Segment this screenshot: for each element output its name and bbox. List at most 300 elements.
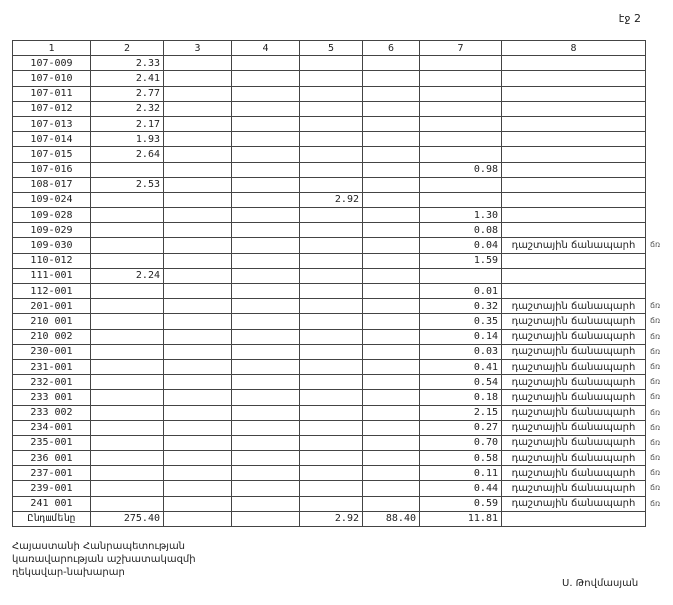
area-cell	[232, 253, 300, 268]
area-cell	[363, 435, 420, 450]
table-row	[13, 435, 646, 450]
table-row	[13, 329, 646, 344]
area-cell	[164, 238, 232, 253]
area-cell	[363, 344, 420, 359]
area-cell	[300, 405, 363, 420]
area-cell	[164, 375, 232, 390]
totals-label: Ընդամենը	[13, 511, 91, 526]
area-cell	[232, 496, 300, 511]
table-row	[13, 147, 646, 162]
cell-value: 0.03	[473, 346, 498, 358]
area-cell	[420, 420, 502, 435]
area-cell	[363, 86, 420, 101]
area-cell	[91, 435, 164, 450]
area-cell	[300, 496, 363, 511]
parcel-code-cell	[13, 329, 91, 344]
area-cell	[232, 390, 300, 405]
area-cell	[363, 147, 420, 162]
area-cell	[420, 86, 502, 101]
note-suffix: ճռ	[650, 498, 661, 508]
cell-value: 201-001	[30, 300, 73, 312]
area-cell	[91, 390, 164, 405]
note-text: դաշտային ճանապարհ	[511, 452, 636, 464]
area-cell	[420, 253, 502, 268]
area-cell	[300, 359, 363, 374]
note-text: դաշտային ճանապարհ	[511, 361, 636, 373]
area-cell	[232, 223, 300, 238]
area-cell	[164, 435, 232, 450]
area-cell	[232, 132, 300, 147]
area-cell	[420, 71, 502, 86]
area-cell	[232, 192, 300, 207]
cell-value: 0.01	[473, 285, 498, 297]
area-cell	[300, 177, 363, 192]
area-cell	[420, 177, 502, 192]
area-cell	[420, 192, 502, 207]
parcel-code-cell	[13, 435, 91, 450]
note-cell	[502, 56, 646, 71]
area-cell	[232, 101, 300, 116]
area-cell	[164, 466, 232, 481]
area-cell	[232, 177, 300, 192]
column-header: 2	[91, 41, 164, 56]
cell-value: 107-011	[30, 88, 73, 100]
area-cell	[363, 101, 420, 116]
area-cell	[232, 162, 300, 177]
area-cell	[420, 132, 502, 147]
area-cell	[363, 359, 420, 374]
area-cell	[91, 56, 164, 71]
area-cell	[164, 56, 232, 71]
note-suffix: ճռ	[650, 346, 661, 356]
area-cell	[363, 375, 420, 390]
parcel-code-cell	[13, 451, 91, 466]
area-cell	[420, 329, 502, 344]
note-cell	[502, 314, 661, 329]
area-cell	[91, 405, 164, 420]
area-cell	[420, 147, 502, 162]
area-cell	[363, 405, 420, 420]
area-cell	[232, 299, 300, 314]
area-cell	[300, 116, 363, 131]
area-cell	[232, 405, 300, 420]
table-row	[13, 375, 646, 390]
cell-value: 2.33	[135, 57, 160, 69]
area-cell	[420, 390, 502, 405]
area-cell	[300, 299, 363, 314]
area-cell	[420, 299, 502, 314]
cell-value: 236 001	[30, 452, 73, 464]
parcel-code-cell	[13, 405, 91, 420]
cell-value: 2.24	[135, 270, 160, 282]
area-cell	[300, 344, 363, 359]
area-cell	[232, 435, 300, 450]
note-cell	[502, 223, 646, 238]
area-cell	[420, 496, 502, 511]
area-cell	[363, 451, 420, 466]
area-cell	[91, 238, 164, 253]
area-cell	[164, 420, 232, 435]
note-cell	[502, 268, 646, 283]
area-cell	[300, 466, 363, 481]
cell-value: 230-001	[30, 346, 73, 358]
parcel-code-cell	[13, 344, 91, 359]
header-row	[13, 41, 646, 56]
area-cell	[232, 451, 300, 466]
note-text: դաշտային ճանապարհ	[511, 407, 636, 419]
cell-value: 107-016	[30, 164, 73, 176]
area-cell	[91, 132, 164, 147]
area-cell	[91, 116, 164, 131]
area-cell	[164, 268, 232, 283]
area-cell	[164, 177, 232, 192]
area-cell	[420, 344, 502, 359]
area-cell	[91, 253, 164, 268]
area-cell	[363, 466, 420, 481]
area-cell	[164, 71, 232, 86]
parcel-code-cell	[13, 284, 91, 299]
area-cell	[363, 496, 420, 511]
table-row	[13, 390, 646, 405]
totals-cell	[502, 511, 646, 526]
totals-cell: 88.40	[363, 511, 420, 526]
area-cell	[300, 71, 363, 86]
parcel-code-cell	[13, 238, 91, 253]
note-cell	[502, 101, 646, 116]
table-row	[13, 101, 646, 116]
note-suffix: ճռ	[650, 407, 661, 417]
area-cell	[300, 208, 363, 223]
parcel-code-cell	[13, 420, 91, 435]
table-row	[13, 268, 646, 283]
note-cell	[502, 253, 646, 268]
parcel-code-cell	[13, 466, 91, 481]
note-cell	[502, 435, 661, 450]
area-cell	[420, 284, 502, 299]
area-cell	[420, 223, 502, 238]
note-cell	[502, 177, 646, 192]
area-cell	[363, 192, 420, 207]
note-suffix: ճռ	[650, 301, 661, 311]
area-cell	[300, 314, 363, 329]
area-cell	[363, 253, 420, 268]
area-cell	[164, 344, 232, 359]
page-number: էջ 2	[618, 12, 641, 25]
note-text: դաշտային ճանապարհ	[511, 315, 636, 327]
cell-value: 2.41	[135, 72, 160, 84]
area-cell	[300, 390, 363, 405]
note-cell	[502, 390, 661, 405]
cell-value: 241 001	[30, 498, 73, 510]
signatory-title-line: կառավարության աշխատակազմի	[12, 554, 196, 565]
area-cell	[420, 435, 502, 450]
table-row	[13, 208, 646, 223]
note-cell	[502, 192, 646, 207]
column-header: 3	[164, 41, 232, 56]
note-cell	[502, 481, 661, 496]
cell-value: 0.41	[473, 361, 498, 373]
area-cell	[420, 375, 502, 390]
totals-cell	[164, 511, 232, 526]
area-cell	[300, 101, 363, 116]
cell-value: 232-001	[30, 376, 73, 388]
area-cell	[164, 299, 232, 314]
area-cell	[91, 420, 164, 435]
note-text: դաշտային ճանապարհ	[511, 300, 636, 312]
table-row	[13, 223, 646, 238]
area-cell	[164, 390, 232, 405]
area-cell	[363, 329, 420, 344]
area-cell	[300, 375, 363, 390]
cell-value: 0.70	[473, 437, 498, 449]
cell-value: 109-024	[30, 194, 73, 206]
area-cell	[164, 481, 232, 496]
area-cell	[164, 359, 232, 374]
area-cell	[300, 253, 363, 268]
cell-value: 0.58	[473, 452, 498, 464]
area-cell	[420, 359, 502, 374]
area-cell	[91, 359, 164, 374]
note-text: դաշտային ճանապարհ	[511, 467, 636, 479]
table-row	[13, 466, 646, 481]
area-cell	[420, 466, 502, 481]
cell-value: 0.54	[473, 376, 498, 388]
area-cell	[300, 329, 363, 344]
area-cell	[232, 359, 300, 374]
table-row	[13, 299, 646, 314]
cell-value: 0.27	[473, 422, 498, 434]
table-row	[13, 192, 646, 207]
table-row	[13, 359, 646, 374]
parcel-code-cell	[13, 132, 91, 147]
cell-value: 109-028	[30, 209, 73, 221]
note-text: դաշտային ճանապարհ	[511, 483, 636, 495]
area-cell	[420, 162, 502, 177]
note-cell	[502, 405, 661, 420]
cell-value: 1.30	[473, 209, 498, 221]
area-cell	[420, 238, 502, 253]
area-cell	[232, 238, 300, 253]
cell-value: 112-001	[30, 285, 73, 297]
parcel-code-cell	[13, 208, 91, 223]
area-cell	[300, 435, 363, 450]
parcel-code-cell	[13, 177, 91, 192]
signatory-title-line: Հայաստանի Հանրապետության	[12, 541, 186, 552]
cell-value: 109-030	[30, 240, 73, 252]
area-cell	[232, 147, 300, 162]
area-cell	[164, 284, 232, 299]
note-suffix: ճռ	[650, 437, 661, 447]
cell-value: 111-001	[30, 270, 73, 282]
note-cell	[502, 71, 646, 86]
note-cell	[502, 147, 646, 162]
cell-value: 0.35	[473, 315, 498, 327]
signatory-title	[12, 540, 196, 579]
area-cell	[164, 314, 232, 329]
cell-value: 0.98	[473, 164, 498, 176]
area-cell	[91, 192, 164, 207]
note-cell	[502, 466, 661, 481]
cell-value: 234-001	[30, 422, 73, 434]
area-cell	[164, 253, 232, 268]
column-header: 8	[502, 41, 646, 56]
area-cell	[232, 329, 300, 344]
area-cell	[363, 56, 420, 71]
area-cell	[300, 132, 363, 147]
note-suffix: ճռ	[650, 483, 661, 493]
cell-value: 107-015	[30, 148, 73, 160]
note-cell	[502, 284, 646, 299]
table-row	[13, 405, 646, 420]
cell-value: 107-009	[30, 57, 73, 69]
note-suffix: ճռ	[650, 240, 661, 250]
cell-value: 107-013	[30, 118, 73, 130]
parcel-code-cell	[13, 268, 91, 283]
column-header: 6	[363, 41, 420, 56]
area-cell	[91, 466, 164, 481]
note-suffix: ճռ	[650, 392, 661, 402]
area-cell	[91, 71, 164, 86]
parcel-code-cell	[13, 481, 91, 496]
area-cell	[232, 481, 300, 496]
area-cell	[91, 344, 164, 359]
cell-value: 108-017	[30, 179, 73, 191]
totals-cell: 11.81	[420, 511, 502, 526]
area-cell	[91, 314, 164, 329]
area-cell	[363, 177, 420, 192]
area-cell	[91, 223, 164, 238]
table-row	[13, 284, 646, 299]
area-cell	[363, 314, 420, 329]
area-cell	[420, 481, 502, 496]
cell-value: 107-010	[30, 72, 73, 84]
parcel-code-cell	[13, 223, 91, 238]
area-cell	[164, 116, 232, 131]
cell-value: 210 002	[30, 331, 73, 343]
area-cell	[164, 147, 232, 162]
table-row	[13, 481, 646, 496]
parcel-code-cell	[13, 86, 91, 101]
area-cell	[91, 451, 164, 466]
table-row	[13, 451, 646, 466]
area-cell	[91, 268, 164, 283]
area-cell	[363, 132, 420, 147]
cell-value: 237-001	[30, 467, 73, 479]
parcel-code-cell	[13, 162, 91, 177]
table-row	[13, 496, 646, 511]
table-row	[13, 177, 646, 192]
area-cell	[164, 132, 232, 147]
cell-value: 2.32	[135, 103, 160, 115]
cell-value: 2.53	[135, 179, 160, 191]
area-cell	[363, 268, 420, 283]
cell-value: 2.92	[334, 194, 359, 206]
cell-value: 0.32	[473, 300, 498, 312]
note-text: դաշտային ճանապարհ	[511, 498, 636, 510]
cell-value: 110-012	[30, 255, 73, 267]
area-cell	[232, 344, 300, 359]
note-cell	[502, 162, 646, 177]
table-row	[13, 238, 646, 253]
table-row	[13, 162, 646, 177]
area-cell	[300, 162, 363, 177]
cell-value: 2.77	[135, 88, 160, 100]
area-cell	[363, 420, 420, 435]
note-suffix: ճռ	[650, 361, 661, 371]
cell-value: 0.59	[473, 498, 498, 510]
area-cell	[363, 481, 420, 496]
area-cell	[300, 268, 363, 283]
area-cell	[91, 162, 164, 177]
note-text: դաշտային ճանապարհ	[511, 391, 636, 403]
note-cell	[502, 329, 661, 344]
signatory-name: Ս. Թովմասյան	[562, 578, 639, 589]
area-cell	[363, 116, 420, 131]
note-cell	[502, 86, 646, 101]
area-cell	[300, 86, 363, 101]
cell-value: 239-001	[30, 483, 73, 495]
note-text: դաշտային ճանապարհ	[511, 240, 636, 252]
cell-value: 1.59	[473, 255, 498, 267]
area-cell	[91, 299, 164, 314]
area-cell	[232, 375, 300, 390]
parcel-code-cell	[13, 253, 91, 268]
area-cell	[164, 86, 232, 101]
parcel-code-cell	[13, 390, 91, 405]
cell-value: 0.18	[473, 391, 498, 403]
signatory-title-line: ղեկավար-նախարար	[12, 567, 125, 578]
area-cell	[91, 284, 164, 299]
area-cell	[363, 223, 420, 238]
area-cell	[363, 284, 420, 299]
note-text: դաշտային ճանապարհ	[511, 376, 636, 388]
area-cell	[232, 466, 300, 481]
area-cell	[232, 208, 300, 223]
area-cell	[91, 496, 164, 511]
area-cell	[420, 116, 502, 131]
cell-value: 210 001	[30, 315, 73, 327]
note-cell	[502, 208, 646, 223]
area-cell	[164, 405, 232, 420]
parcel-code-cell	[13, 71, 91, 86]
area-cell	[420, 101, 502, 116]
area-cell	[232, 284, 300, 299]
parcel-code-cell	[13, 375, 91, 390]
table-row	[13, 116, 646, 131]
cell-value: 0.04	[473, 240, 498, 252]
area-cell	[91, 375, 164, 390]
table-row	[13, 344, 646, 359]
cell-value: 0.08	[473, 224, 498, 236]
note-cell	[502, 344, 661, 359]
area-cell	[232, 116, 300, 131]
area-cell	[164, 162, 232, 177]
cell-value: 231-001	[30, 361, 73, 373]
totals-cell: 2.92	[300, 511, 363, 526]
note-suffix: ճռ	[650, 422, 661, 432]
area-cell	[363, 390, 420, 405]
area-cell	[363, 238, 420, 253]
note-text: դաշտային ճանապարհ	[511, 346, 636, 358]
note-text: դաշտային ճանապարհ	[511, 331, 636, 343]
area-cell	[232, 86, 300, 101]
note-cell	[502, 132, 646, 147]
table-row	[13, 86, 646, 101]
cell-value: 107-012	[30, 103, 73, 115]
area-cell	[164, 451, 232, 466]
cell-value: 0.44	[473, 483, 498, 495]
table-row	[13, 56, 646, 71]
